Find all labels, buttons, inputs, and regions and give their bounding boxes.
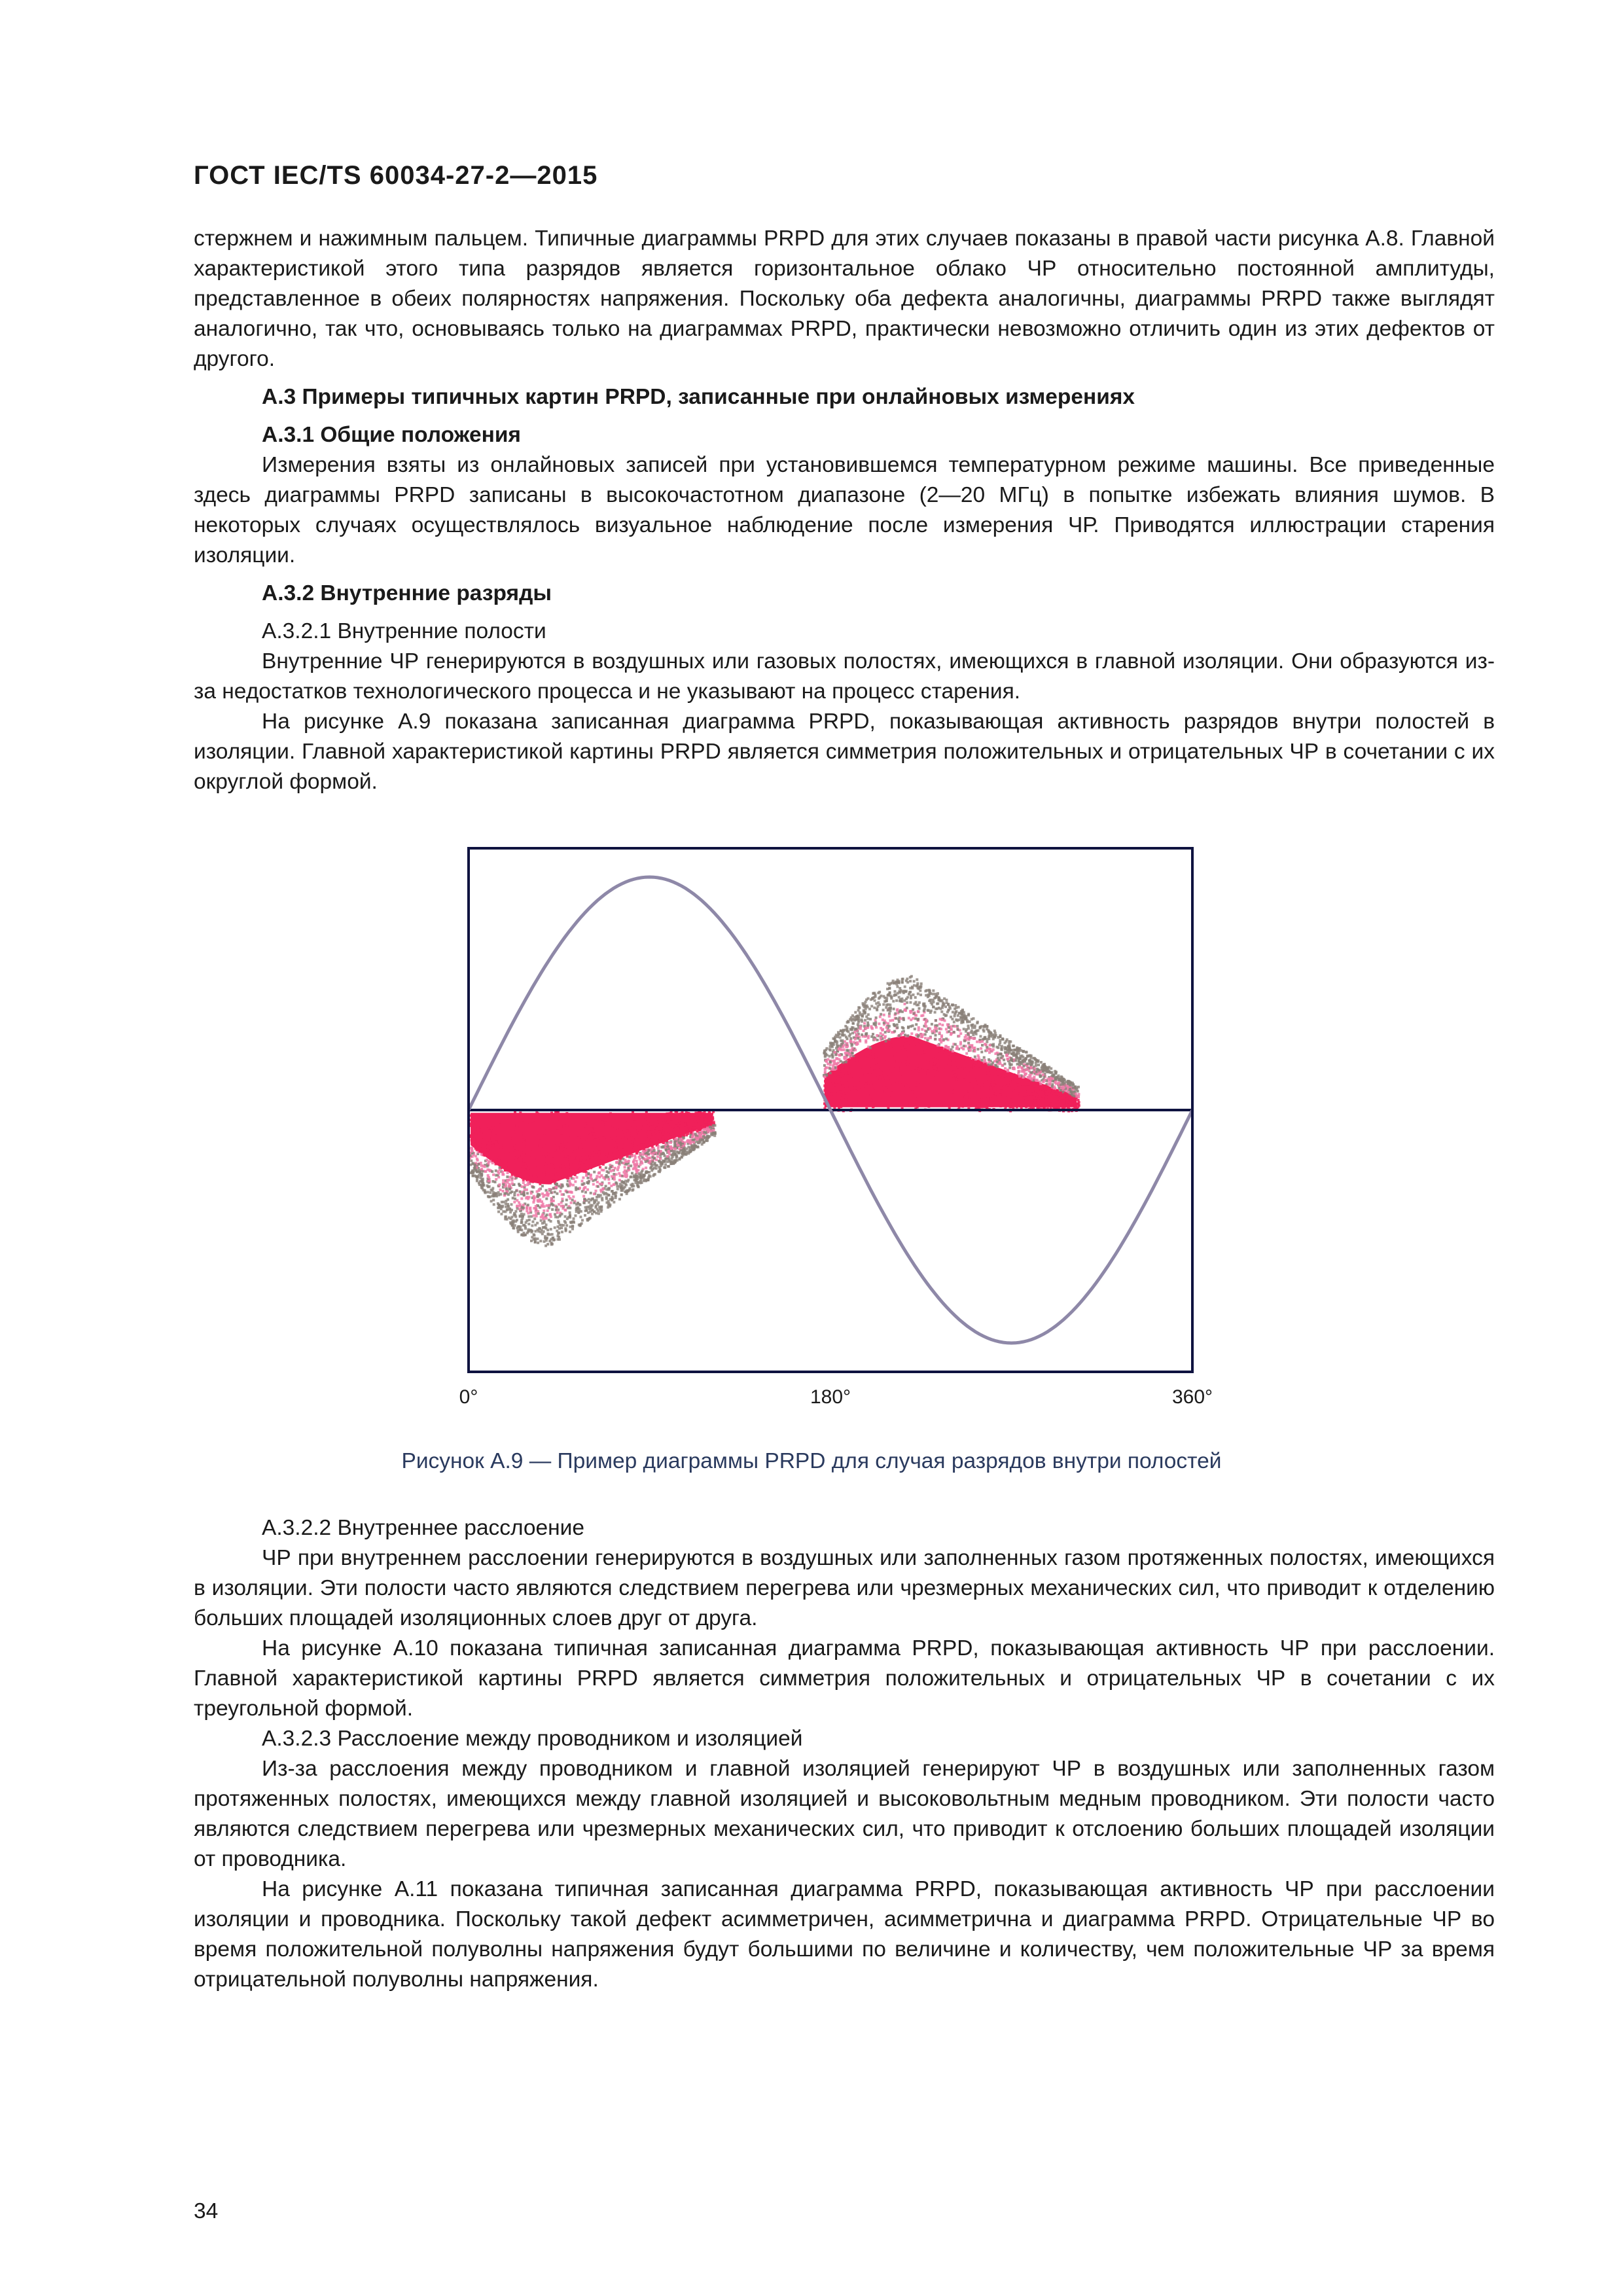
subsection-heading: А.3.2.3 Расслоение между проводником и изоляцией [262, 1727, 803, 1751]
x-tick-label: 0° [459, 1386, 478, 1408]
document-header: ГОСТ IEC/TS 60034-27-2—2015 [194, 161, 598, 190]
x-tick-label: 180° [810, 1386, 851, 1408]
paragraph: Измерения взяты из онлайновых записей при установившемся температурном режиме машины. Все приведенные здесь диаграммы PRPD записаны в высокочастотном диапазоне (2—20 МГц) в попытке избежать влияния шумов. В некоторых случаях осуществлялось визуальное наблюдение после измерения ЧР. Приводятся иллюстрации старения изоляции. [194, 453, 1495, 567]
pd-cluster-negative [469, 1110, 717, 1247]
pd-cluster-positive [823, 975, 1080, 1113]
prpd-chart [458, 848, 1243, 1418]
paragraph: Внутренние ЧР генерируются в воздушных или газовых полостях, имеющихся в главной изоляции. Они образуются из-за недостатков технологического процесса и не указывают на процесс старения. [194, 649, 1495, 704]
paragraph: стержнем и нажимным пальцем. Типичные диаграммы PRPD для этих случаев показаны в правой части рисунка А.8. Главной характеристикой этого типа разрядов является горизонтальное облако ЧР относительно постоянной амплитуды, представленное в обеих полярностях напряжения. Поскольку оба дефекта аналогичны, диаграммы PRPD также выглядят аналогично, так что, основываясь только на диаграммах PRPD, практически невозможно отличить один из этих дефектов от другого. [194, 226, 1495, 371]
paragraph: ЧР при внутреннем расслоении генерируются в воздушных или заполненных газом протяженных полостях, имеющихся в изоляции. Эти полости часто являются следствием перегрева или чрезмерных механических сил, что приводит к отделению больших площадей изоляционных слоев друг от друга. [194, 1546, 1495, 1630]
section-heading: А.3.1 Общие положения [262, 423, 521, 447]
figure-caption: Рисунок А.9 — Пример диаграммы PRPD для случая разрядов внутри полостей [401, 1449, 1222, 1473]
subsection-heading: А.3.2.2 Внутреннее расслоение [262, 1516, 585, 1540]
subsection-heading: А.3.2.1 Внутренние полости [262, 619, 546, 643]
body-text-after-figure [194, 1513, 1495, 1995]
paragraph: На рисунке А.10 показана типичная записанная диаграмма PRPD, показывающая активность ЧР при расслоении. Главной характеристикой картины PRPD является симметрия положительных и отрицательных ЧР в сочетании с их треугольной формой. [194, 1636, 1495, 1721]
x-tick-label: 360° [1171, 1386, 1213, 1408]
prpd-figure [458, 848, 1243, 1418]
paragraph: На рисунке А.11 показана типичная записанная диаграмма PRPD, показывающая активность ЧР при расслоении изоляции и проводника. Поскольку такой дефект асимметричен, асимметрична и диаграмма PRPD. Отрицательные ЧР во время положительной полуволны напряжения будут большими по величине и количеству, чем положительные ЧР за время отрицательной полуволны напряжения. [194, 1877, 1495, 1992]
section-heading: А.3 Примеры типичных картин PRPD, записанные при онлайновых измерениях [262, 385, 1135, 409]
body-text-before-figure [194, 224, 1495, 797]
section-heading: А.3.2 Внутренние разряды [262, 581, 552, 605]
page-number: 34 [194, 2199, 219, 2223]
paragraph: Из-за расслоения между проводником и главной изоляцией генерируют ЧР в воздушных или заполненных газом протяженных полостях, имеющихся между главной изоляцией и высоковольтным медным проводником. Эти полости часто являются следствием перегрева или чрезмерных механических сил, что приводит к отслоению больших площадей изоляции от проводника. [194, 1757, 1495, 1871]
paragraph: На рисунке А.9 показана записанная диаграмма PRPD, показывающая активность разрядов внутри полостей в изоляции. Главной характеристикой картины PRPD является симметрия положительных и отрицательных ЧР в сочетании с их округлой формой. [194, 709, 1495, 794]
